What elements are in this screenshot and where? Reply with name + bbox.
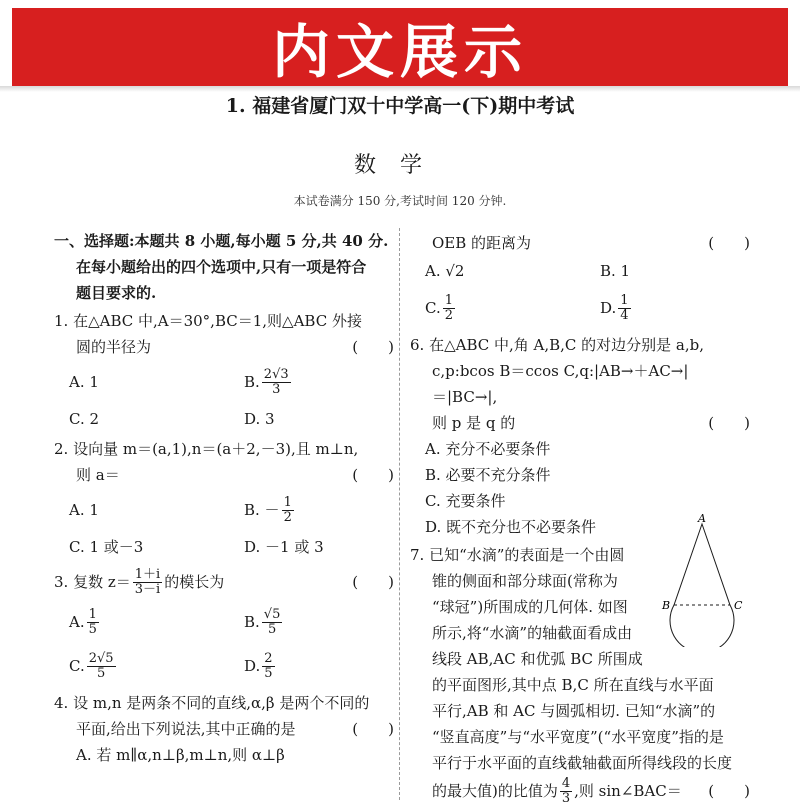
- q3-option-b: [229, 600, 394, 644]
- exam-title: 1. 福建省厦门双十中学高一(下)期中考试: [225, 95, 575, 117]
- q1-line-1: 1. 在△ABC 中,A＝30°,BC＝1,则△ABC 外接: [54, 312, 362, 330]
- q3-option-d-num: 2: [264, 650, 273, 666]
- q3-stem-pre: 3. 复数 z＝: [54, 573, 131, 591]
- question-1: [54, 308, 394, 434]
- q1-option-d: D. 3: [244, 410, 275, 428]
- q1-option-b-num: 2√3: [263, 366, 289, 382]
- exam-note: 本试卷满分 150 分,考试时间 120 分钟.: [293, 194, 507, 208]
- q3-answer-paren: ( ): [352, 573, 394, 591]
- q5-option-d-num: 1: [620, 292, 629, 308]
- q5-option-c-den: 2: [444, 307, 453, 323]
- q3-option-c-den: 5: [96, 665, 106, 681]
- question-5: [410, 230, 750, 330]
- q2-line-1: 2. 设向量 m＝(a,1),n＝(a＋2,－3),且 m⊥n,: [54, 440, 359, 458]
- q5-option-b: B. 1: [600, 262, 631, 280]
- q2-option-a: A. 1: [69, 501, 99, 519]
- q3-option-d-prefix: D.: [244, 657, 261, 675]
- q3-option-a: [54, 600, 229, 644]
- q2-options: [54, 488, 394, 562]
- q1-option-c: C. 2: [69, 410, 100, 428]
- q5-option-c: [410, 286, 585, 330]
- q1-options: [54, 360, 394, 434]
- q1-line-2: [54, 334, 394, 360]
- question-6: [410, 332, 750, 540]
- q3-option-b-den: 5: [267, 621, 277, 637]
- q3-stem: [54, 564, 394, 600]
- q3-stem-post: 的模长为: [164, 573, 225, 591]
- q6-option-b: B. 必要不充分条件: [425, 466, 551, 484]
- q5-option-a: A. √2: [425, 262, 465, 280]
- q7-line-7: 平行,AB 和 AC 与圆弧相切. 已知“水滴”的: [432, 702, 716, 720]
- q3-option-c: [54, 644, 229, 688]
- q3-option-a-prefix: A.: [69, 613, 85, 631]
- q1-option-b-den: 3: [272, 381, 281, 397]
- q4-stem-text: 平面,给出下列说法,其中正确的是: [76, 720, 296, 738]
- q7-line-8: “竖直高度”与“水平宽度”(“水平宽度”指的是: [432, 728, 724, 746]
- q6-option-a: A. 充分不必要条件: [425, 440, 551, 458]
- section-line-2: 在每小题给出的四个选项中,只有一项是符合: [76, 258, 367, 276]
- q3-option-c-fraction: [87, 652, 116, 681]
- q1-option-b-fraction: [262, 368, 291, 397]
- q3-option-a-fraction: [87, 608, 99, 637]
- q3-option-c-num: 2√5: [88, 650, 114, 666]
- q7-line-3: “球冠”)所围成的几何体. 如图: [432, 598, 628, 616]
- q6-line-2: c,p:bcos B＝ccos C,q:|AB→＋AC→|＝|BC→|,: [432, 362, 689, 406]
- q7-last-den: 3: [561, 790, 571, 806]
- q2-option-b-num: 1: [283, 494, 292, 510]
- q2-option-b: [229, 488, 394, 532]
- q3-option-a-den: 5: [88, 621, 97, 637]
- q1-option-b: [229, 360, 394, 404]
- q5-option-d-fraction: [618, 294, 630, 323]
- q3-option-d-fraction: [262, 652, 274, 681]
- question-4: [54, 690, 394, 768]
- q5-options: [410, 256, 750, 330]
- q5-option-d-prefix: D.: [600, 299, 617, 317]
- q4-answer-paren: ( ): [352, 720, 394, 738]
- q7-last-num: 4: [561, 775, 571, 791]
- q2-answer-paren: ( ): [352, 466, 394, 484]
- q2-option-b-den: 2: [283, 509, 292, 525]
- q5-stem-text: OEB 的距离为: [432, 234, 532, 252]
- q6-line-3: [410, 410, 750, 436]
- exam-subject: 数学: [353, 153, 446, 178]
- q3-stem-fraction: [133, 568, 162, 597]
- q3-option-b-prefix: B.: [244, 613, 260, 631]
- q7-last-fraction: [560, 777, 572, 806]
- q7-line-9: 平行于水平面的直线截轴截面所得线段的长度: [432, 754, 733, 772]
- q5-option-c-prefix: C.: [425, 299, 441, 317]
- q3-option-b-fraction: [262, 608, 283, 637]
- q6-stem-text: 则 p 是 q 的: [432, 414, 516, 432]
- q7-last-post: ,则 sin∠BAC＝: [574, 782, 682, 800]
- section-heading: [54, 228, 394, 306]
- q3-option-c-prefix: C.: [69, 657, 85, 675]
- question-3: [54, 564, 394, 688]
- q7-line-6: 的平面图形,其中点 B,C 所在直线与水平面: [432, 676, 714, 694]
- column-divider: [399, 228, 400, 800]
- q3-stem-den: 3－i: [134, 581, 161, 597]
- banner-bar: [12, 8, 788, 86]
- q4-option-a: A. 若 m∥α,n⊥β,m⊥n,则 α⊥β: [76, 746, 285, 764]
- q5-answer-paren: ( ): [708, 234, 750, 252]
- q5-option-d: [585, 286, 750, 330]
- q7-line-10: [410, 776, 750, 806]
- water-drop-figure: [660, 512, 750, 647]
- question-2: [54, 436, 394, 562]
- banner-title: 内文展示: [271, 18, 528, 86]
- q7-line-2: 锥的侧面和部分球面(常称为: [432, 572, 618, 590]
- label-a: A: [698, 512, 706, 525]
- q2-option-b-prefix: B. －: [244, 501, 280, 519]
- q7-last-pre: 的最大值)的比值为: [432, 782, 558, 800]
- q2-stem-text: 则 a＝: [76, 466, 120, 484]
- q7-answer-paren: ( ): [708, 782, 750, 800]
- q7-line-4: 所示,将“水滴”的轴截面看成由: [432, 624, 633, 642]
- q3-option-d: [229, 644, 394, 688]
- water-drop-diagram: [660, 512, 750, 647]
- q1-answer-paren: ( ): [352, 338, 394, 356]
- left-column: [54, 228, 394, 768]
- q1-stem-text: 圆的半径为: [76, 338, 152, 356]
- drop-outline: [670, 524, 734, 647]
- q6-answer-paren: ( ): [708, 414, 750, 432]
- q4-line-2: [54, 716, 394, 742]
- q7-line-1: 7. 已知“水滴”的表面是一个由圆: [410, 546, 625, 564]
- q5-option-c-fraction: [443, 294, 455, 323]
- q7-line-5: 线段 AB,AC 和优弧 BC 所围成: [432, 650, 643, 668]
- q5-option-c-num: 1: [444, 292, 453, 308]
- q6-option-c: C. 充要条件: [425, 492, 506, 510]
- section-line-1: 一、选择题:本题共 8 小题,每小题 5 分,共 40 分.: [54, 232, 389, 250]
- q3-option-a-num: 1: [88, 606, 97, 622]
- q6-option-d: D. 既不充分也不必要条件: [425, 518, 597, 536]
- label-b: B: [662, 599, 671, 612]
- q4-line-1: 4. 设 m,n 是两条不同的直线,α,β 是两个不同的: [54, 694, 370, 712]
- q3-option-b-num: √5: [263, 606, 281, 622]
- q3-option-d-den: 5: [264, 665, 273, 681]
- label-c: C: [734, 599, 743, 612]
- q3-options: [54, 600, 394, 688]
- q2-line-2: [54, 462, 394, 488]
- q2-option-b-fraction: [282, 496, 294, 525]
- q1-option-b-prefix: B.: [244, 373, 260, 391]
- q1-option-a: A. 1: [69, 373, 99, 391]
- q2-option-d: D. －1 或 3: [244, 538, 324, 556]
- q5-option-d-den: 4: [620, 307, 629, 323]
- q6-line-1: 6. 在△ABC 中,角 A,B,C 的对边分别是 a,b,: [410, 336, 705, 354]
- section-line-3: 题目要求的.: [76, 284, 157, 302]
- q3-stem-num: 1＋i: [134, 566, 161, 582]
- q5-line-1: [410, 230, 750, 256]
- q2-option-c: C. 1 或－3: [69, 538, 144, 556]
